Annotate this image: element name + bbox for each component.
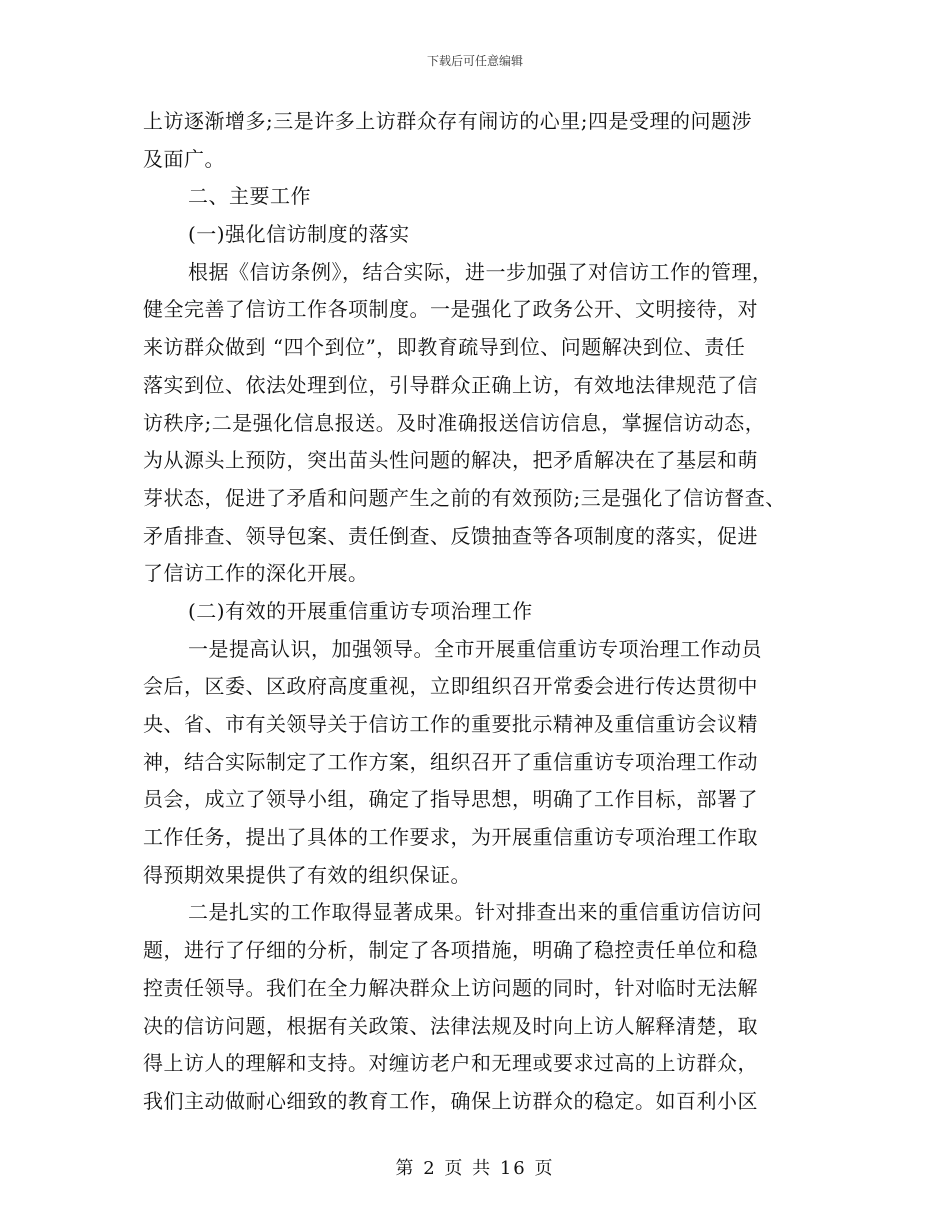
text-line: 央、省、市有关领导关于信访工作的重要批示精神及重信重访会议精 bbox=[143, 712, 758, 736]
text-line: 为从源头上预防，突出苗头性问题的解决，把矛盾解决在了基层和萌 bbox=[143, 448, 758, 473]
text-line: 二是扎实的工作取得显著成果。针对排查出来的重信重访信访问 bbox=[188, 900, 762, 925]
text-line: 我们主动做耐心细致的教育工作，确保上访群众的稳定。如百利小区 bbox=[143, 1088, 758, 1113]
text-line: 来访群众做到 “四个到位”，即教育疏导到位、问题解决到位、责任 bbox=[143, 335, 746, 360]
text-line: 决的信访问题，根据有关政策、法律法规及时向上访人解释清楚，取 bbox=[143, 1013, 758, 1038]
page-footer: 第 2 页 共 16 页 bbox=[395, 1158, 555, 1179]
text-line: 一是提高认识，加强领导。全市开展重信重访专项治理工作动员 bbox=[188, 636, 762, 661]
text-line: 员会，成立了领导小组，确定了指导思想，明确了工作目标，部署了 bbox=[143, 787, 758, 812]
text-line: 题，进行了仔细的分析，制定了各项措施，明确了稳控责任单位和稳 bbox=[143, 938, 758, 963]
text-line: 控责任领导。我们在全力解决群众上访问题的同时，针对临时无法解 bbox=[143, 975, 758, 1000]
page-header: 下载后可任意编辑 bbox=[426, 54, 523, 68]
text-line: 神，结合实际制定了工作方案，组织召开了重信重访专项治理工作动 bbox=[143, 749, 758, 774]
text-line: 及面广。 bbox=[143, 146, 225, 171]
text-line: 芽状态，促进了矛盾和问题产生之前的有效预防;三是强化了信访督查、 bbox=[143, 485, 786, 510]
text-line: 得上访人的理解和支持。对缠访老户和无理或要求过高的上访群众， bbox=[143, 1051, 758, 1076]
text-line: 矛盾排查、领导包案、责任倒查、反馈抽查等各项制度的落实，促进 bbox=[143, 523, 758, 548]
text-line: 健全完善了信访工作各项制度。一是强化了政务公开、文明接待，对 bbox=[143, 297, 758, 322]
text-line: 访秩序;二是强化信息报送。及时准确报送信访信息，掌握信访动态， bbox=[143, 410, 766, 435]
text-line: 上访逐渐增多;三是许多上访群众存有闹访的心里;四是受理的问题涉 bbox=[143, 109, 752, 133]
text-line: 工作任务，提出了具体的工作要求，为开展重信重访专项治理工作取 bbox=[143, 825, 758, 850]
text-line: (二)有效的开展重信重访专项治理工作 bbox=[188, 598, 533, 623]
text-line: 根据《信访条例》，结合实际，进一步加强了对信访工作的管理， bbox=[188, 259, 773, 284]
text-line: 了信访工作的深化开展。 bbox=[143, 561, 369, 586]
text-line: 会后，区委、区政府高度重视，立即组织召开常委会进行传达贯彻中 bbox=[143, 674, 758, 699]
text-line: 落实到位、依法处理到位，引导群众正确上访，有效地法律规范了信 bbox=[143, 372, 758, 397]
text-line: (一)强化信访制度的落实 bbox=[188, 222, 410, 247]
text-line: 二、主要工作 bbox=[188, 184, 311, 209]
document-body bbox=[143, 103, 811, 1121]
text-line: 得预期效果提供了有效的组织保证。 bbox=[143, 862, 471, 887]
